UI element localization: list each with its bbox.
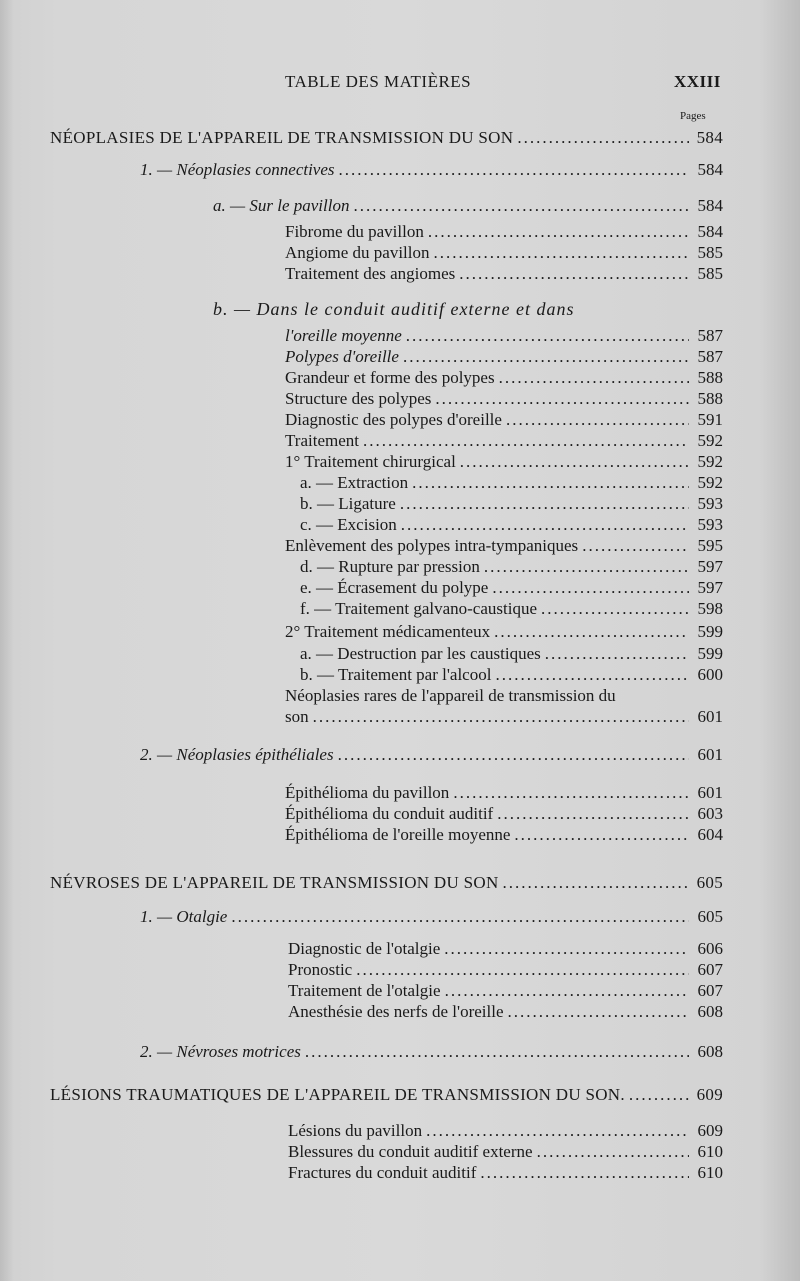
toc-entry: a. — Extraction ..... 592 [300,472,723,494]
toc-entry: Épithélioma de l'oreille moyenne ..... 604 [285,824,723,846]
header-page-number: XXIII [674,72,721,91]
toc-subsection: b. — Dans le conduit auditif externe et dans [213,299,575,319]
toc-entry: son ..... 601 [285,706,723,728]
toc-subsection: 2. — Névroses motrices ..... 608 [140,1041,723,1063]
toc-entry: b. — Traitement par l'alcool ..... 600 [300,664,723,686]
toc-entry: Blessures du conduit auditif externe ..... 610 [288,1141,723,1163]
toc-entry: Pronostic ..... 607 [288,959,723,981]
toc-entry: 2° Traitement médicamenteux ..... 599 [285,621,723,643]
toc-entry: Épithélioma du pavillon ..... 601 [285,782,723,804]
toc-entry: Anesthésie des nerfs de l'oreille ..... 608 [288,1001,723,1023]
toc-subsection: a. — Sur le pavillon ..... 584 [213,195,723,217]
toc-subsection: 1. — Otalgie ..... 605 [140,906,723,928]
toc-entry: Grandeur et forme des polypes ..... 588 [285,367,723,389]
toc-entry: a. — Destruction par les caustiques ..... 599 [300,643,723,665]
toc-entry: b. — Ligature ..... 593 [300,493,723,515]
toc-entry: Diagnostic des polypes d'oreille ..... 591 [285,409,723,431]
toc-entry: Fibrome du pavillon ..... 584 [285,221,723,243]
pages-label: Pages [680,110,706,122]
toc-entry: Structure des polypes ..... 588 [285,388,723,410]
toc-entry: Traitement ..... 592 [285,430,723,452]
toc-entry: Angiome du pavillon ..... 585 [285,242,723,264]
toc-entry: f. — Traitement galvano-caustique ..... 598 [300,598,723,620]
toc-entry: Épithélioma du conduit auditif ..... 603 [285,803,723,825]
toc-subsection: 2. — Néoplasies épithéliales ..... 601 [140,744,723,766]
toc-entry: 1° Traitement chirurgical ..... 592 [285,451,723,473]
toc-entry: Fractures du conduit auditif ..... 610 [288,1162,723,1184]
toc-entry: d. — Rupture par pression ..... 597 [300,556,723,578]
header-title: TABLE DES MATIÈRES [285,72,472,91]
toc-entry: Traitement des angiomes ..... 585 [285,263,723,285]
toc-section: NÉOPLASIES DE L'APPAREIL DE TRANSMISSION DU SON ..... 584 [50,127,723,149]
toc-entry: Diagnostic de l'otalgie ..... 606 [288,938,723,960]
toc-entry: Enlèvement des polypes intra-tympaniques ..... 595 [285,535,723,557]
toc-entry: e. — Écrasement du polype ..... 597 [300,577,723,599]
toc-entry: l'oreille moyenne ..... 587 [285,325,723,347]
toc-section: NÉVROSES DE L'APPAREIL DE TRANSMISSION DU SON ..... 605 [50,872,723,894]
toc-subsection: 1. — Néoplasies connectives ..... 584 [140,159,723,181]
toc-entry: Néoplasies rares de l'appareil de transmission du [285,686,616,705]
toc-entry: Traitement de l'otalgie ..... 607 [288,980,723,1002]
toc-section: LÉSIONS TRAUMATIQUES DE L'APPAREIL DE TRANSMISSION DU SON. ..... 609 [50,1084,723,1106]
toc-entry: c. — Excision ..... 593 [300,514,723,536]
toc-entry: Lésions du pavillon ..... 609 [288,1120,723,1142]
toc-entry: Polypes d'oreille ..... 587 [285,346,723,368]
